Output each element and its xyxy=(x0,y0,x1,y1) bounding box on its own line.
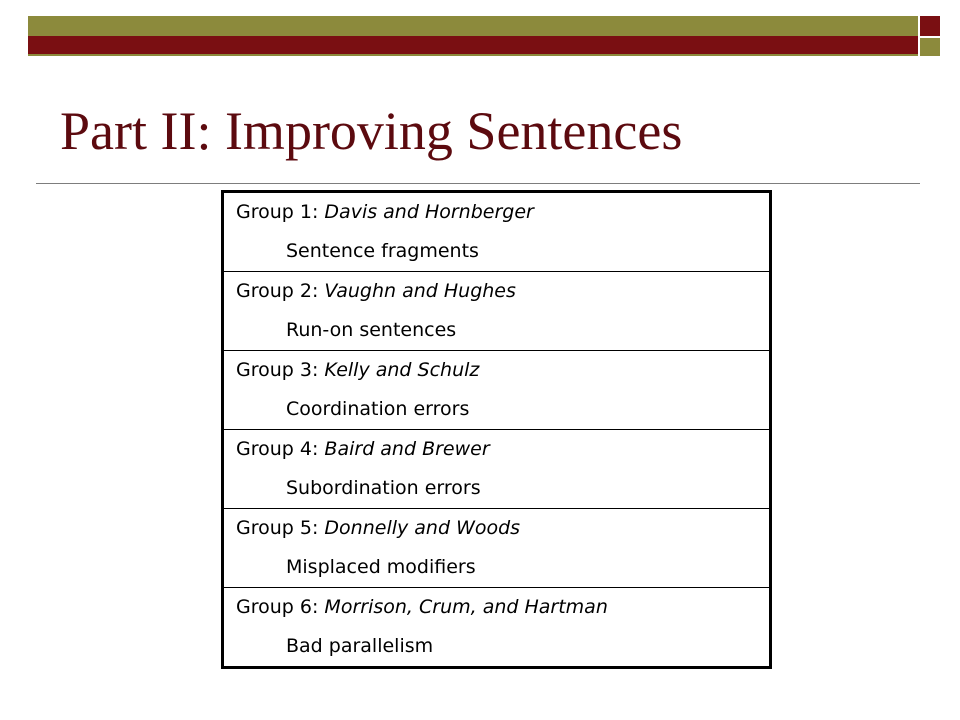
group-label: Group 6: xyxy=(236,596,325,618)
group-members: Donnelly and Woods xyxy=(324,517,521,539)
header-bar-maroon xyxy=(28,36,918,54)
group-heading xyxy=(236,272,757,311)
group-row xyxy=(223,351,771,430)
slide-title: Part II: Improving Sentences xyxy=(60,101,683,161)
group-topic: Coordination errors xyxy=(286,398,470,420)
group-heading xyxy=(236,509,757,548)
group-label: Group 2: xyxy=(236,280,325,302)
group-cell xyxy=(223,588,771,668)
title-divider xyxy=(36,183,920,184)
group-cell xyxy=(223,192,771,272)
group-members: Vaughn and Hughes xyxy=(324,280,516,302)
group-cell xyxy=(223,509,771,588)
group-topic: Misplaced modifiers xyxy=(286,556,476,578)
group-cell xyxy=(223,430,771,509)
group-row xyxy=(223,509,771,588)
group-topic: Sentence fragments xyxy=(286,240,479,262)
group-row xyxy=(223,192,771,272)
group-heading xyxy=(236,351,757,390)
group-label: Group 1: xyxy=(236,201,325,223)
group-members: Kelly and Schulz xyxy=(324,359,480,381)
group-members: Morrison, Crum, and Hartman xyxy=(324,596,608,618)
group-topic: Run-on sentences xyxy=(286,319,457,341)
corner-square-olive xyxy=(920,38,940,56)
group-topic: Subordination errors xyxy=(286,477,481,499)
groups-table xyxy=(221,190,772,669)
group-heading xyxy=(236,193,757,232)
group-label: Group 3: xyxy=(236,359,325,381)
header-bar-olive-top xyxy=(28,16,918,36)
group-heading xyxy=(236,430,757,469)
group-row xyxy=(223,430,771,509)
group-row xyxy=(223,272,771,351)
group-row xyxy=(223,588,771,668)
group-heading xyxy=(236,588,757,627)
corner-square-maroon xyxy=(920,16,940,36)
group-cell xyxy=(223,351,771,430)
group-members: Baird and Brewer xyxy=(324,438,490,460)
group-label: Group 4: xyxy=(236,438,325,460)
group-cell xyxy=(223,272,771,351)
group-label: Group 5: xyxy=(236,517,325,539)
group-members: Davis and Hornberger xyxy=(324,201,534,223)
group-topic: Bad parallelism xyxy=(286,635,434,657)
header-bar-olive-bottom xyxy=(28,54,918,56)
